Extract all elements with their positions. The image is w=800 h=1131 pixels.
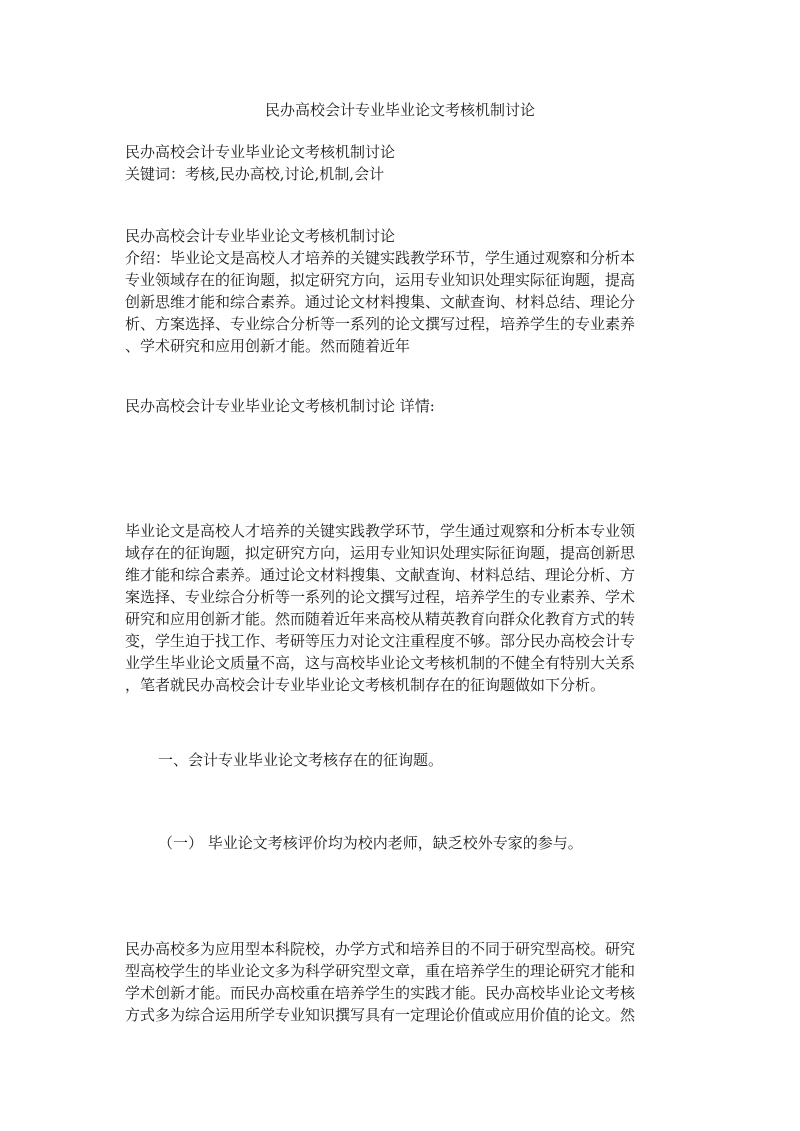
body-line: 变，学生迫于找工作、考研等压力对论文注重程度不够。部分民办高校会计专 xyxy=(125,632,636,650)
body-line: 业学生毕业论文质量不高，这与高校毕业论文考核机制的不健全有特别大关系 xyxy=(125,654,636,672)
intro-line: 析、方案选择、专业综合分析等一系列的论文撰写过程，培养学生的专业素养 xyxy=(125,315,636,333)
intro-line: 创新思维才能和综合素养。通过论文材料搜集、文献查询、材料总结、理论分 xyxy=(125,293,636,311)
closing-line: 型高校学生的毕业论文多为科学研究型文章，重在培养学生的理论研究才能和 xyxy=(125,962,636,980)
closing-line: 方式多为综合运用所学专业知识撰写具有一定理论价值或应用价值的论文。然 xyxy=(125,1006,636,1024)
section-heading: 一、会计专业毕业论文考核存在的征询题。 xyxy=(158,751,444,769)
body-line: 案选择、专业综合分析等一系列的论文撰写过程，培养学生的专业素养、学术 xyxy=(125,588,636,606)
details-label: 民办高校会计专业毕业论文考核机制讨论 详情: xyxy=(125,397,435,415)
intro-heading: 民办高校会计专业毕业论文考核机制讨论 xyxy=(125,227,396,245)
intro-line: 、学术研究和应用创新才能。然而随着近年 xyxy=(125,337,411,355)
body-line: 毕业论文是高校人才培养的关键实践教学环节，学生通过观察和分析本专业领 xyxy=(125,522,636,540)
body-line: 研究和应用创新才能。然而随着近年来高校从精英教育向群众化教育方式的转 xyxy=(125,610,636,628)
closing-line: 学术创新才能。而民办高校重在培养学生的实践才能。民办高校毕业论文考核 xyxy=(125,984,636,1002)
body-line: 域存在的征询题，拟定研究方向，运用专业知识处理实际征询题，提高创新思 xyxy=(125,544,636,562)
document-title: 民办高校会计专业毕业论文考核机制讨论 xyxy=(264,101,535,119)
body-line: ，笔者就民办高校会计专业毕业论文考核机制存在的征询题做如下分析。 xyxy=(125,676,606,694)
body-line: 维才能和综合素养。通过论文材料搜集、文献查询、材料总结、理论分析、方 xyxy=(125,566,636,584)
intro-line: 专业领域存在的征询题，拟定研究方向，运用专业知识处理实际征询题，提高 xyxy=(125,271,636,289)
header-subtitle: 民办高校会计专业毕业论文考核机制讨论 xyxy=(125,143,396,161)
intro-line: 介绍：毕业论文是高校人才培养的关键实践教学环节，学生通过观察和分析本 xyxy=(125,249,636,267)
keywords-line: 关键词：考核,民办高校,讨论,机制,会计 xyxy=(125,165,385,183)
closing-line: 民办高校多为应用型本科院校，办学方式和培养目的不同于研究型高校。研究 xyxy=(125,940,636,958)
subsection-heading: （一） 毕业论文考核评价均为校内老师，缺乏校外专家的参与。 xyxy=(158,834,583,852)
